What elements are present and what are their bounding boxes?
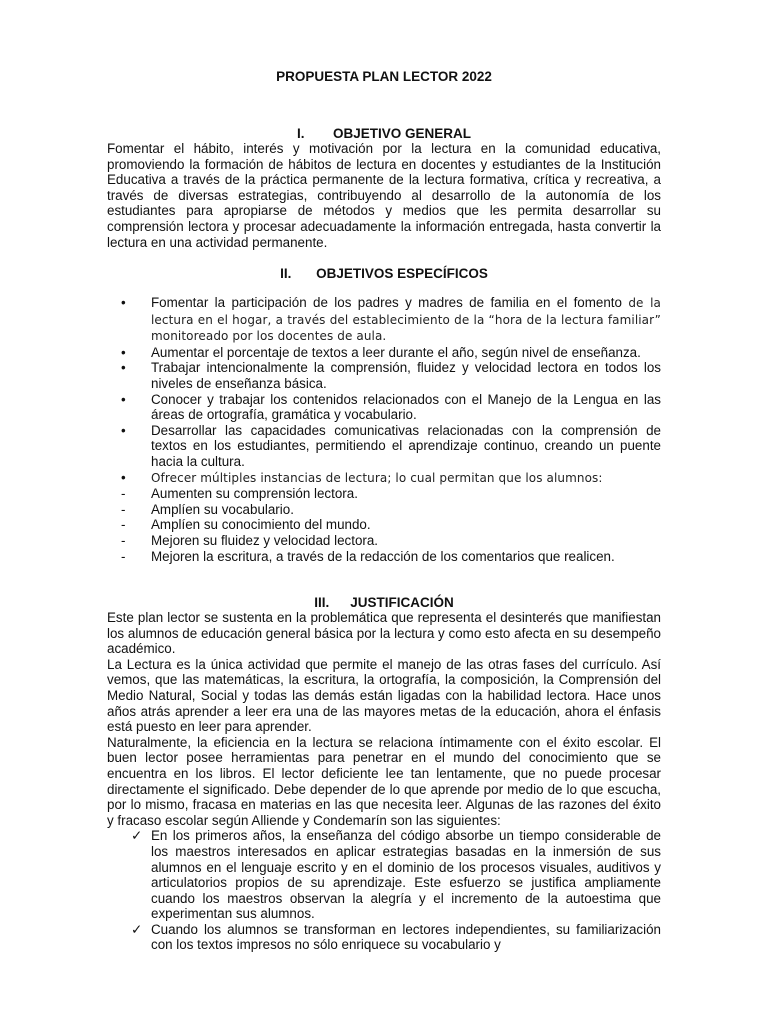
section-title: OBJETIVO GENERAL xyxy=(332,126,472,141)
list-item xyxy=(107,470,661,487)
bullet-marker: • xyxy=(121,422,126,438)
dash-marker: - xyxy=(121,532,126,548)
dash-item-text: Aumenten su comprensión lectora. xyxy=(151,486,358,502)
paragraph: Este plan lector se sustenta en la problemática que representa el desinterés que manifiestan los alumnos de educación general básica por la lectura y como esto afecta en su desempeño académico. xyxy=(107,610,661,657)
dash-item xyxy=(107,486,661,502)
check-item-text: Cuando los alumnos se transforman en lectores independientes, su familiarización con los textos impresos no sólo enriquece su vocabulario y xyxy=(151,921,661,953)
objetivos-especificos-list xyxy=(107,295,661,564)
dash-item xyxy=(107,549,661,565)
section-number: II. xyxy=(280,266,292,281)
paragraph: Naturalmente, la eficiencia en la lectura se relaciona íntimamente con el éxito escolar. El buen lector posee herramientas para penetrar en el mundo del conocimiento que se encuentra en los libros. El lector deficiente lee tan lentamente, que no puede procesar directamente el significado. Debe depender de lo que aprende por medio de lo que escucha, por lo mismo, fracasa en materias en las que necesita leer. Algunas de las razones del éxito y fracaso escolar según Alliende y Condemarín son las siguientes: xyxy=(107,734,661,828)
list-item-text: Aumentar el porcentaje de textos a leer durante el año, según nivel de enseñanza. xyxy=(151,344,641,360)
dash-item-text: Mejoren la escritura, a través de la redacción de los comentarios que realicen. xyxy=(151,548,615,564)
section-heading-justificacion xyxy=(0,595,768,610)
paragraph: Fomentar el hábito, interés y motivación por la lectura en la comunidad educativa, promoviendo la formación de hábitos de lectura en docentes y estudiantes de la Institución Educativa a través de la práctica permanente de la lectura formativa, crítica y recreativa, a través de diversas estrategias, contribuyendo al desarrollo de la autonomía de los estudiantes para apropiarse de métodos y medios que les permita desarrollar su comprensión lectora y procesar adecuadamente la información entregada, hasta convertir la lectura en una actividad permanente. xyxy=(107,141,661,250)
objetivo-general-text xyxy=(107,141,661,250)
check-item xyxy=(107,828,661,922)
dash-marker: - xyxy=(121,517,126,533)
dash-marker: - xyxy=(121,486,126,502)
check-item-text: En los primeros años, la enseñanza del código absorbe un tiempo considerable de los maestros interesados en aplicar estrategias basadas en la inmersión de sus alumnos en el lenguaje escrito y en el dominio de los procesos visuales, auditivos y articulatorios propios de su aprendizaje. Este esfuerzo se justifica ampliamente cuando los maestros observan la alegría y el incremento de la autoestima que experimentan sus alumnos. xyxy=(151,828,661,922)
bullet-marker: • xyxy=(121,469,126,485)
dash-marker: - xyxy=(121,501,126,517)
list-item xyxy=(107,423,661,470)
bullet-marker: • xyxy=(121,344,126,360)
section-heading-objetivos-especificos xyxy=(0,266,768,281)
bullet-list xyxy=(107,295,661,564)
section-heading-objetivo-general xyxy=(0,126,768,141)
list-item-text: Desarrollar las capacidades comunicativas relacionadas con la comprensión de textos en los estudiantes, permitiendo el aprendizaje continuo, creando un puente hacia la cultura. xyxy=(151,422,661,469)
section-title: JUSTIFICACIÓN xyxy=(350,595,454,610)
dash-item-text: Mejoren su fluidez y velocidad lectora. xyxy=(151,532,379,548)
check-item xyxy=(107,922,661,953)
list-item-text: Fomentar la participación de los padres y madres de familia en el fomento xyxy=(151,295,629,310)
dash-item-text: Amplíen su vocabulario. xyxy=(151,501,294,517)
list-item-text: Conocer y trabajar los contenidos relacionados con el Manejo de la Lengua en las áreas de ortografía, gramática y vocabulario. xyxy=(151,391,661,423)
paragraph: La Lectura es la única actividad que permite el manejo de las otras fases del currículo. Así vemos, que las matemáticas, la escritura, la ortografía, la composición, la Comprensión del Medio Natural, Social y todas las demás están ligadas con la habilidad lectora. Hace unos años atrás aprender a leer era una de las mayores metas de la educación, ahora el énfasis está puesto en leer para aprender. xyxy=(107,656,661,735)
check-list xyxy=(107,828,661,953)
list-item xyxy=(107,392,661,423)
bullet-marker: • xyxy=(121,391,126,407)
dash-item xyxy=(107,502,661,518)
document-title: PROPUESTA PLAN LECTOR 2022 xyxy=(276,69,492,84)
dash-item xyxy=(107,533,661,549)
list-item xyxy=(107,360,661,391)
bullet-marker: • xyxy=(121,360,126,376)
bullet-marker: • xyxy=(121,295,126,310)
section-number: III. xyxy=(314,595,330,610)
section-title: OBJETIVOS ESPECÍFICOS xyxy=(316,266,488,281)
dash-item-text: Amplíen su conocimiento del mundo. xyxy=(151,517,371,533)
dash-marker: - xyxy=(121,548,126,564)
list-item-text-alt: Ofrecer múltiples instancias de lectura; lo cual permitan que los alumnos: xyxy=(151,470,603,485)
dash-item xyxy=(107,517,661,533)
list-item-text: Trabajar intencionalmente la comprensión, fluidez y velocidad lectora en todos los niveles de enseñanza básica. xyxy=(151,360,661,391)
justificacion-text xyxy=(107,610,661,953)
check-icon: ✓ xyxy=(131,828,143,844)
list-item xyxy=(107,345,661,361)
list-item xyxy=(107,295,661,345)
list-item-text-alt: de la lectura en el hogar, a través del establecimiento de la “hora de la lectura familiar” monitoreado por los docentes de aula. xyxy=(151,296,661,344)
section-number: I. xyxy=(296,126,305,141)
check-icon: ✓ xyxy=(131,921,143,937)
